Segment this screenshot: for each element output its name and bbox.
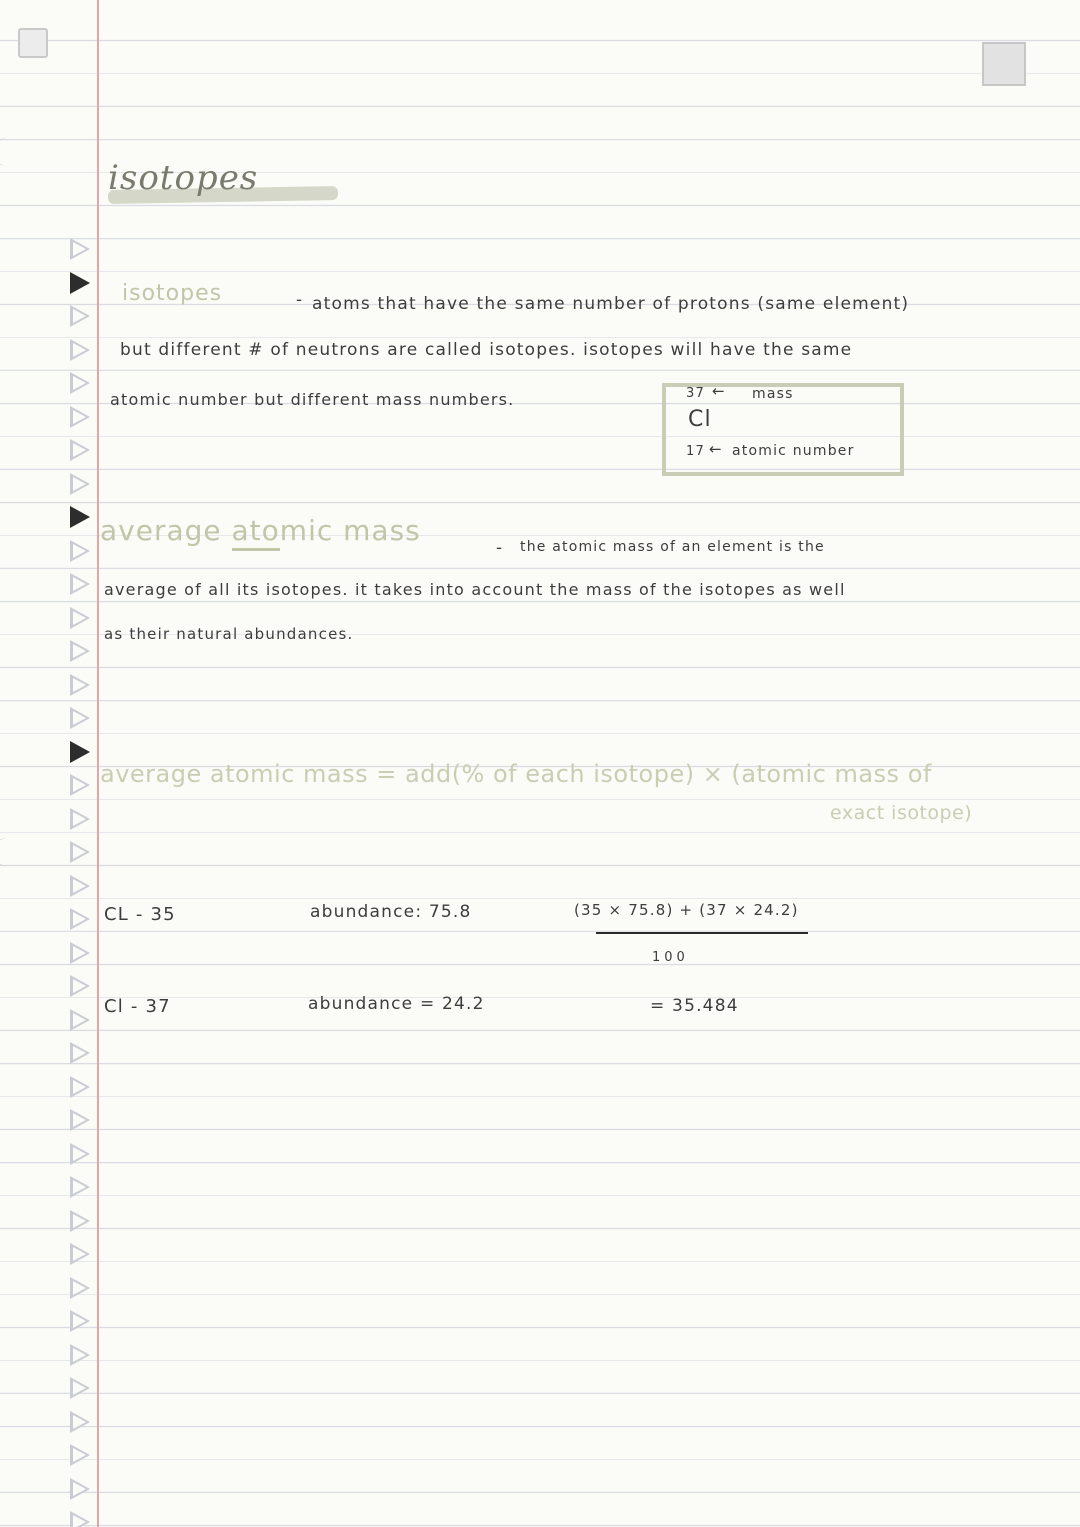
triangle-bullet-icon <box>70 272 90 294</box>
triangle-bullet-inner <box>73 443 86 457</box>
average-dash: - <box>496 538 504 558</box>
isotopes-term: isotopes <box>122 281 223 306</box>
calc-numerator: (35 × 75.8) + (37 × 24.2) <box>574 901 799 919</box>
triangle-bullet-inner <box>73 309 86 323</box>
triangle-bullet-inner <box>73 1013 86 1027</box>
isotope-cl37: Cl - 37 <box>104 996 171 1017</box>
triangle-bullet-inner <box>73 376 86 390</box>
triangle-bullet-inner <box>73 711 86 725</box>
triangle-bullet-inner <box>73 946 86 960</box>
mass-label: mass <box>752 386 794 402</box>
isotopes-dash: - <box>296 290 304 310</box>
triangle-bullet-icon <box>70 741 90 763</box>
triangle-bullet-inner <box>73 544 86 558</box>
triangle-bullet-inner <box>73 1381 86 1395</box>
triangle-bullet-inner <box>73 1080 86 1094</box>
triangle-bullet-inner <box>73 812 86 826</box>
triangle-bullet-inner <box>73 410 86 424</box>
fraction-bar <box>596 932 808 934</box>
margin-line <box>97 0 99 1527</box>
average-atomic-mass-term: average atomic mass <box>100 514 421 547</box>
calc-denominator: 100 <box>652 950 689 965</box>
isotopes-definition-line3: atomic number but different mass numbers. <box>110 390 515 409</box>
triangle-bullet-inner <box>73 1180 86 1194</box>
arrow-left-icon: ← <box>712 382 726 400</box>
mass-number: 37 <box>686 386 705 401</box>
isotope-cl35: CL - 35 <box>104 904 176 925</box>
triangle-bullet-inner <box>73 879 86 893</box>
binder-hole-icon <box>0 138 22 166</box>
triangle-bullet-inner <box>73 477 86 491</box>
triangle-bullet-inner <box>73 343 86 357</box>
formula-line1: average atomic mass = add(% of each isotope) × (atomic mass of <box>100 760 932 788</box>
triangle-bullet-inner <box>73 1448 86 1462</box>
atomic-number-label: atomic number <box>732 443 855 459</box>
triangle-bullet-inner <box>73 979 86 993</box>
isotopes-definition-line2: but different # of neutrons are called isotopes. isotopes will have the same <box>120 340 853 360</box>
triangle-bullet-inner <box>73 611 86 625</box>
triangle-bullet-inner <box>73 577 86 591</box>
triangle-bullet-inner <box>73 1214 86 1228</box>
triangle-bullet-inner <box>73 678 86 692</box>
average-definition-line3: as their natural abundances. <box>104 625 354 643</box>
atomic-number: 17 <box>686 444 705 459</box>
triangle-bullet-inner <box>73 242 86 256</box>
page-title: isotopes <box>108 158 259 198</box>
triangle-bullet-inner <box>73 1314 86 1328</box>
average-definition-line2: average of all its isotopes. it takes into account the mass of the isotopes as well <box>104 580 846 599</box>
triangle-bullet-inner <box>73 644 86 658</box>
triangle-bullet-icon <box>70 506 90 528</box>
triangle-bullet-inner <box>73 1046 86 1060</box>
triangle-bullet-inner <box>73 1147 86 1161</box>
term-underline <box>232 548 280 551</box>
triangle-bullet-inner <box>73 1113 86 1127</box>
triangle-bullet-inner <box>73 1348 86 1362</box>
abundance-cl35: abundance: 75.8 <box>310 902 472 922</box>
element-symbol: Cl <box>688 407 712 432</box>
triangle-bullet-inner <box>73 1515 86 1527</box>
isotopes-definition-line1: atoms that have the same number of protons (same element) <box>312 294 910 314</box>
abundance-cl37: abundance = 24.2 <box>308 994 485 1014</box>
arrow-left-icon: ← <box>709 440 723 458</box>
triangle-bullet-inner <box>73 845 86 859</box>
page-thumbnail-icon <box>982 42 1026 86</box>
formula-line2: exact isotope) <box>830 802 973 824</box>
triangle-bullet-inner <box>73 1482 86 1496</box>
average-definition-line1: the atomic mass of an element is the <box>520 539 825 555</box>
triangle-bullet-inner <box>73 912 86 926</box>
calc-result: = 35.484 <box>650 996 739 1016</box>
triangle-bullet-inner <box>73 1415 86 1429</box>
triangle-bullet-inner <box>73 1247 86 1261</box>
binder-hole-icon <box>0 838 22 866</box>
triangle-bullet-inner <box>73 778 86 792</box>
page-corner-icon <box>18 28 48 58</box>
triangle-bullet-inner <box>73 1281 86 1295</box>
